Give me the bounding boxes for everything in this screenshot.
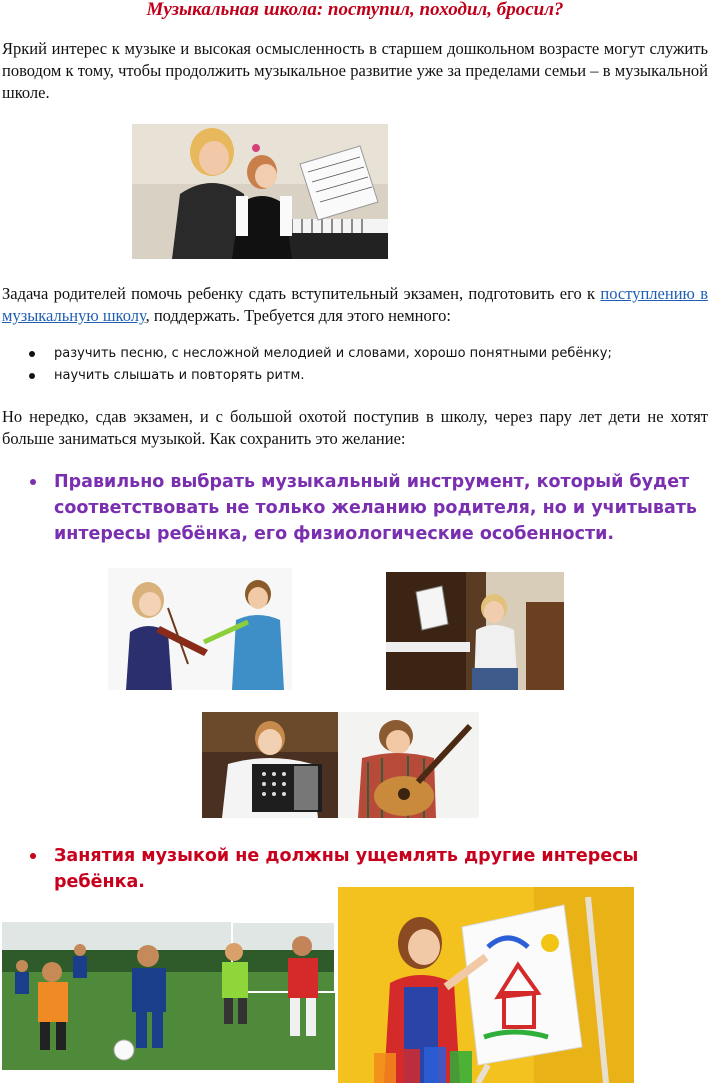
list-item xyxy=(0,469,700,547)
tip-interests-text: Занятия музыкой не должны ущемлять другие интересы ребёнка. xyxy=(54,846,639,892)
tip-instrument-list xyxy=(0,469,700,547)
task-text-after: , поддержать. Требуется для этого немного: xyxy=(145,306,451,325)
music-school-link[interactable]: поступлению в музыкальную школу xyxy=(2,284,708,325)
intro-paragraph: Яркий интерес к музыке и высокая осмысленность в старшем дошкольном возрасте могут служить поводом к тому, чтобы продолжить музыкальное развитие уже за пределами семьи – в музыкальной школе. xyxy=(2,39,708,102)
photo-violin-flute-kids xyxy=(108,568,292,690)
photo-boy-accordion xyxy=(202,712,338,818)
list-item xyxy=(0,365,700,387)
photo-boy-at-piano xyxy=(386,572,564,690)
photo-girl-painting-easel xyxy=(338,887,634,1083)
requirements-list xyxy=(0,343,700,387)
task-text-before: Задача родителей помочь ребенку сдать вступительный экзамен, подготовить его к xyxy=(2,284,601,303)
list-item-text: научить слышать и повторять ритм. xyxy=(54,368,305,383)
bullet-icon xyxy=(29,373,35,379)
bullet-icon xyxy=(30,479,36,485)
tip-instrument-text: Правильно выбрать музыкальный инструмент, который будет соответствовать не только желанию родителя, но и учитывать интересы ребёнка, его физиологические особенности. xyxy=(54,472,697,544)
photo-teacher-girl-piano xyxy=(132,124,388,259)
photo-kids-football xyxy=(2,922,335,1070)
list-item xyxy=(0,343,700,365)
bullet-icon xyxy=(30,853,36,859)
page-title: Музыкальная школа: поступил, походил, бросил? xyxy=(146,0,564,20)
desire-paragraph: Но нередко, сдав экзамен, и с большой охотой поступив в школу, через пару лет дети не хотят больше заниматься музыкой. Как сохранить это желание: xyxy=(2,407,708,448)
bullet-icon xyxy=(29,351,35,357)
list-item-text: разучить песню, с несложной мелодией и словами, хорошо понятными ребёнку; xyxy=(54,346,612,361)
photo-boy-guitar xyxy=(338,712,479,818)
task-paragraph xyxy=(2,283,708,327)
